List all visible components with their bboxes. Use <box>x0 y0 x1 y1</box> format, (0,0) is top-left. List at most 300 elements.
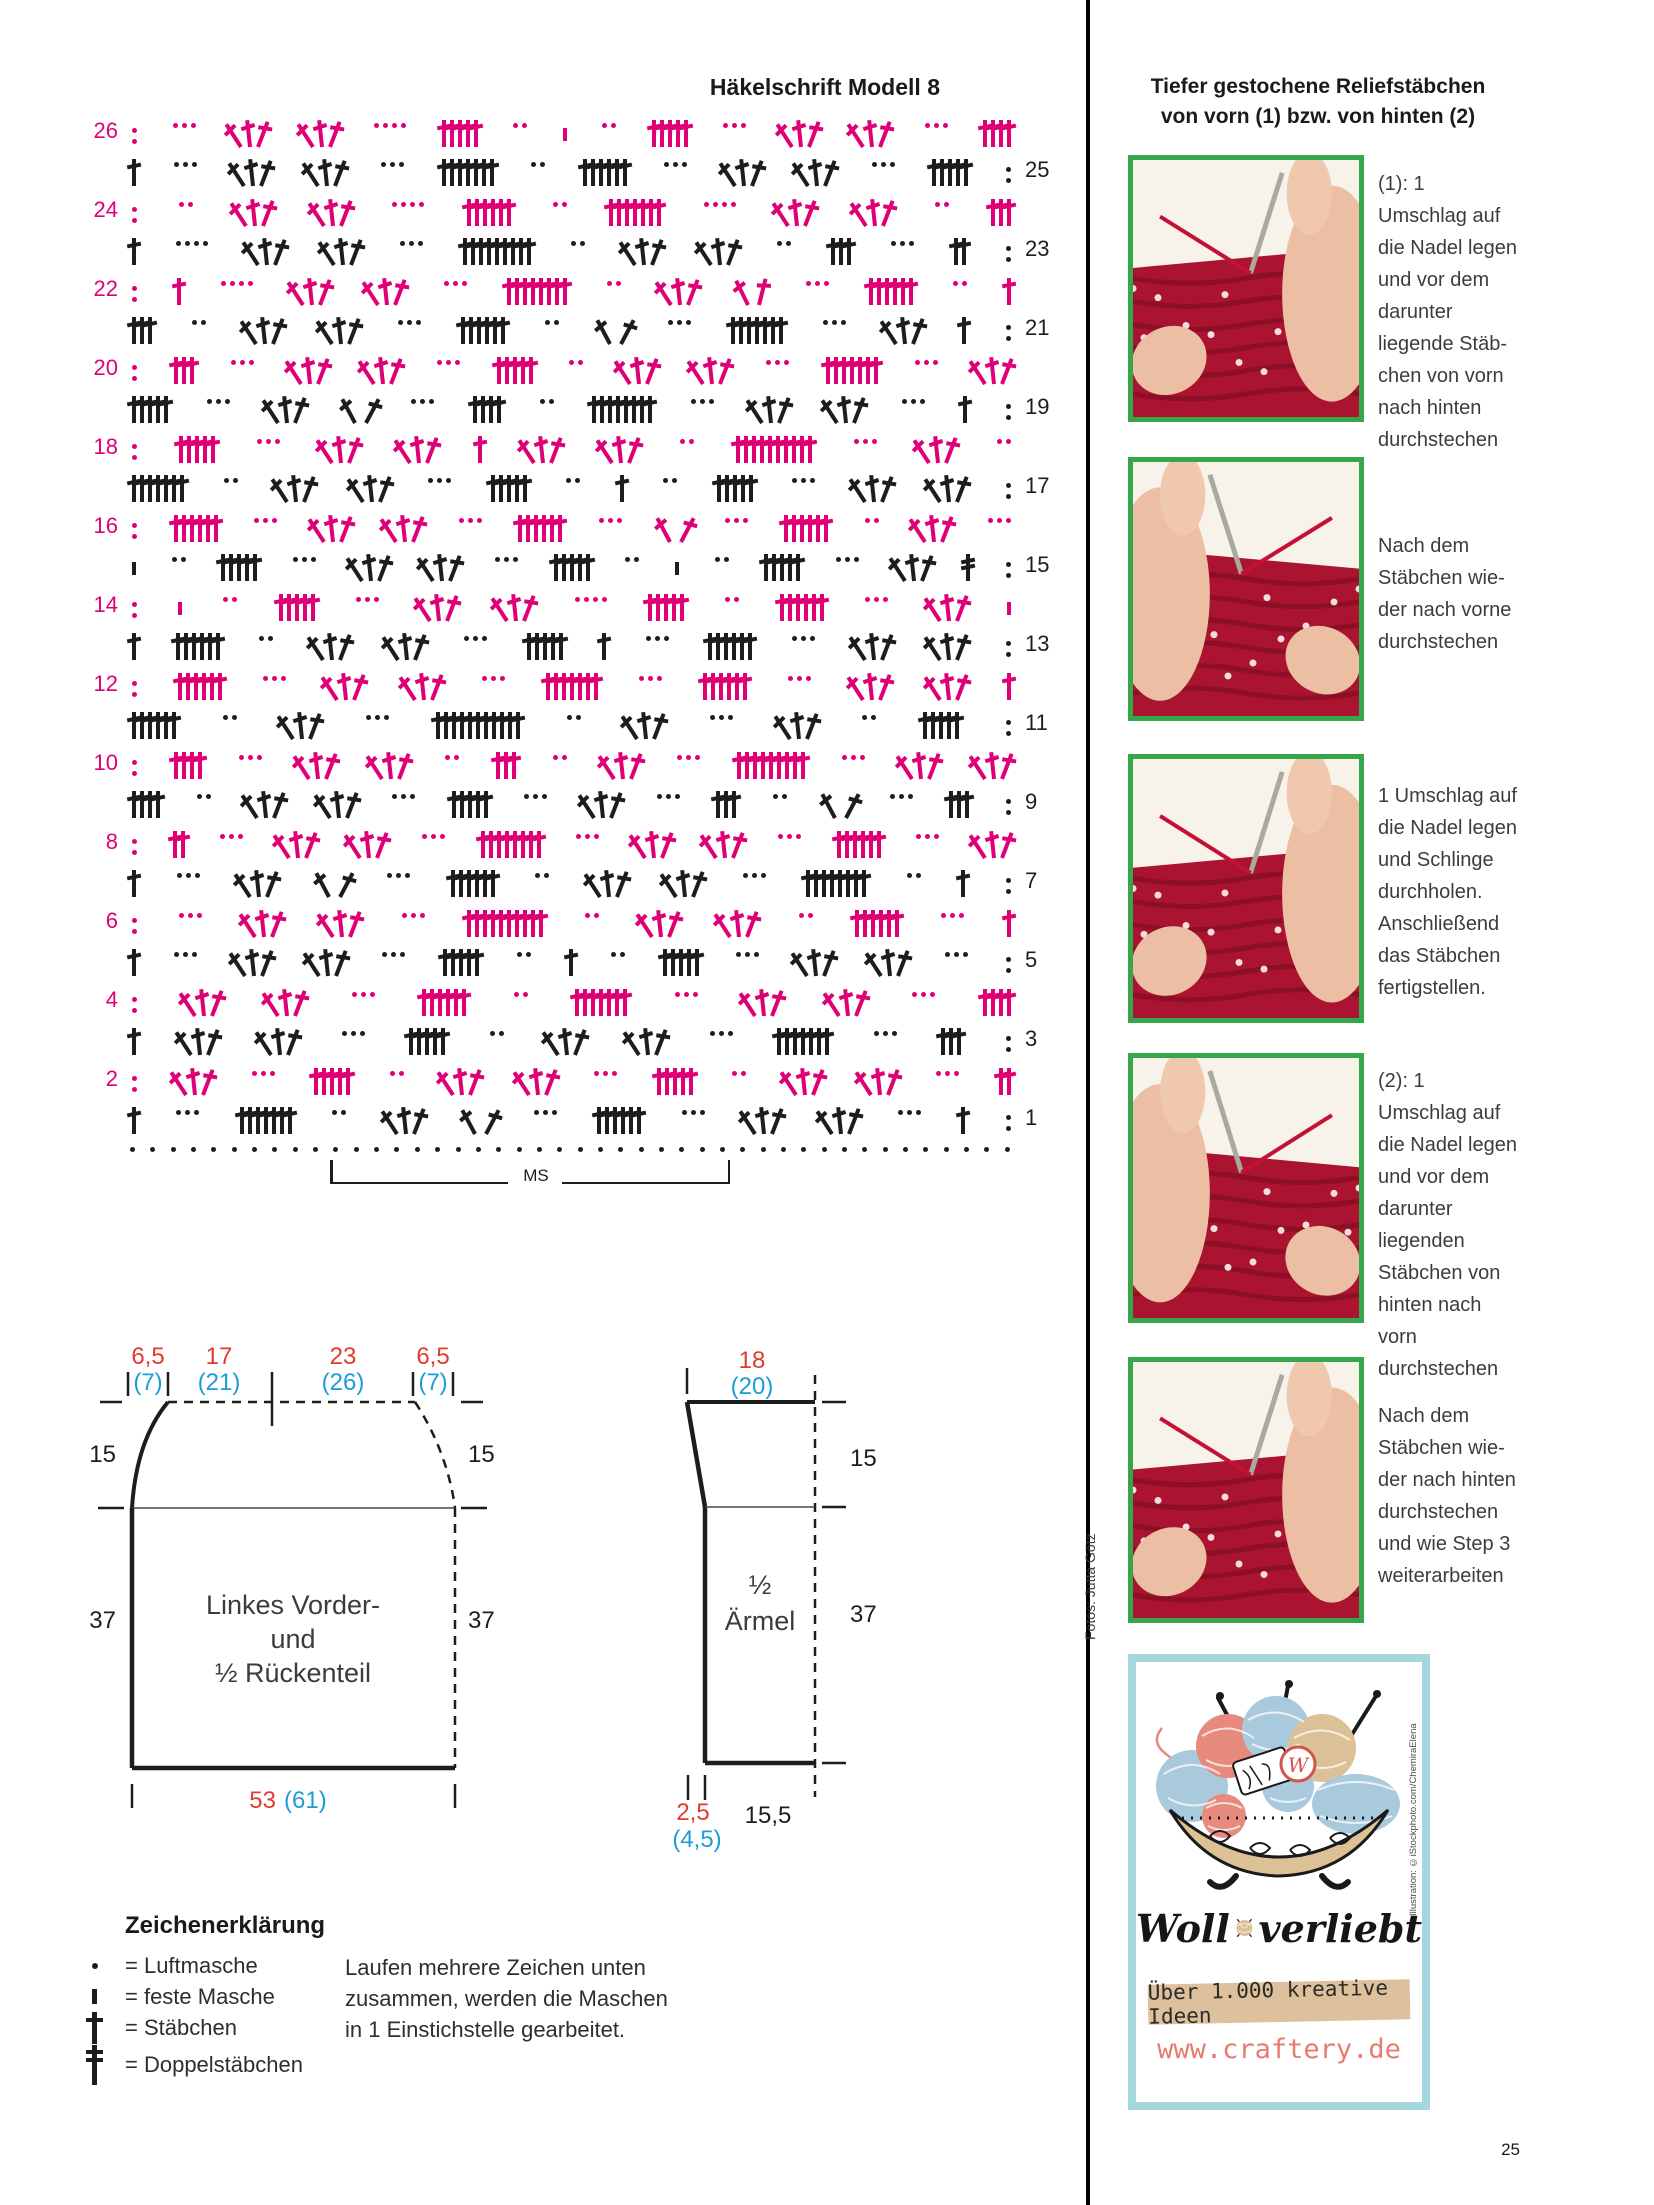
staebchen-symbol <box>725 475 729 502</box>
stitch-group <box>806 281 829 305</box>
staebchen-symbol <box>291 475 298 502</box>
staebchen-symbol <box>792 436 796 463</box>
svg-text:37: 37 <box>468 1607 495 1634</box>
chain-dot <box>132 444 137 449</box>
staebchen-symbol <box>1000 358 1013 385</box>
turning-chain <box>132 365 137 381</box>
chain-dot <box>454 755 459 760</box>
craftery-ad[interactable] <box>1128 1654 1430 2110</box>
chain-dot <box>132 297 137 302</box>
staebchen-symbol <box>403 633 410 660</box>
row-number-left <box>88 815 128 821</box>
chain-dot <box>257 755 262 760</box>
stitch-group <box>961 870 965 897</box>
staebchen-symbol <box>339 516 352 543</box>
staebchen-symbol <box>132 475 136 502</box>
chart-row <box>88 584 1055 624</box>
fan-cluster <box>327 669 363 700</box>
staebchen-symbol <box>182 357 186 384</box>
chain-dot <box>575 597 580 602</box>
staebchen-symbol <box>743 673 747 700</box>
ms-repeat-bracket <box>330 1160 730 1186</box>
staebchen-symbol <box>724 791 728 818</box>
staebchen-symbol <box>575 989 579 1016</box>
staebchen-symbol <box>174 515 178 542</box>
stitch-group <box>890 794 913 818</box>
chain-dot <box>435 1147 440 1152</box>
chain-dot <box>796 834 801 839</box>
stitch-group <box>332 1110 346 1134</box>
chain-dot <box>211 1147 216 1152</box>
chart-row <box>88 821 1055 861</box>
staebchen-symbol <box>419 672 426 699</box>
row-number-left: 16 <box>93 512 118 538</box>
feste-masche-symbol <box>178 602 182 615</box>
staebchen-symbol <box>715 238 722 265</box>
chain-dot <box>903 1147 908 1152</box>
chain-dot <box>943 123 948 128</box>
chain-dot <box>871 715 876 720</box>
bracket-tick <box>330 1160 333 1184</box>
fan-cluster <box>602 432 638 463</box>
staebchen-symbol <box>739 159 746 186</box>
staebchen-symbol <box>336 317 343 344</box>
staebchen-symbol <box>521 357 525 384</box>
fan-cluster <box>745 985 781 1016</box>
chain-dot <box>490 1031 495 1036</box>
staebchen-symbol <box>961 870 965 897</box>
staebchen-symbol <box>793 752 797 779</box>
staebchen-symbol <box>497 396 501 423</box>
staebchen-symbol <box>909 278 913 305</box>
chain-dot <box>766 360 771 365</box>
chain-dot <box>132 681 137 686</box>
stitch-group <box>178 673 222 700</box>
staebchen-symbol <box>492 712 496 739</box>
staebchen-symbol <box>911 318 924 345</box>
chain-dot <box>132 1008 137 1013</box>
chain-dot <box>420 913 425 918</box>
turning-chain <box>1006 404 1011 420</box>
chain-dot <box>542 794 547 799</box>
fan-cluster <box>320 787 356 818</box>
chain-dot <box>410 794 415 799</box>
chain-dot <box>945 952 950 957</box>
chain-dot <box>734 597 739 602</box>
stitch-group <box>174 515 218 542</box>
staebchen-symbol <box>947 712 951 739</box>
staebchen-symbol <box>866 357 870 384</box>
chain-dot <box>495 557 500 562</box>
staebchen-symbol <box>808 515 812 542</box>
chain-dot <box>673 162 678 167</box>
chain-dot <box>233 478 238 483</box>
chain-dot <box>399 1071 404 1076</box>
stitch-group <box>437 360 460 384</box>
chain-dot <box>1006 246 1011 251</box>
staebchen-symbol <box>409 1028 413 1055</box>
staebchen-symbol <box>140 475 144 502</box>
stitch-group <box>352 992 375 1016</box>
fan-cluster <box>584 787 620 818</box>
chain-dot <box>657 794 662 799</box>
chain-dot <box>984 1147 989 1152</box>
staebchen-symbol <box>272 792 285 819</box>
staebchen-symbol <box>298 712 305 739</box>
staebchen-symbol <box>965 791 969 818</box>
staebchen-symbol <box>450 120 454 147</box>
stitch-group <box>223 597 237 621</box>
chain-dot <box>524 794 529 799</box>
chain-dot <box>745 952 750 957</box>
staebchen-symbol <box>443 949 447 976</box>
staebchen-symbol <box>526 515 530 542</box>
chain-dot <box>543 1110 548 1115</box>
chain-dot <box>575 478 580 483</box>
staebchen-symbol <box>671 949 675 976</box>
chart-row <box>88 1098 1055 1138</box>
staebchen-symbol <box>527 633 531 660</box>
fan-cluster <box>309 945 345 976</box>
fan-cluster <box>352 550 388 581</box>
staebchen-symbol <box>493 317 497 344</box>
fan-cluster <box>930 669 966 700</box>
staebchen-symbol <box>286 1029 299 1056</box>
chain-dot <box>557 1147 562 1152</box>
staebchen-symbol <box>282 396 289 423</box>
staebchen-symbol <box>964 159 968 186</box>
turning-chain <box>1006 1036 1011 1052</box>
chain-dot <box>431 834 436 839</box>
staebchen-symbol <box>759 988 766 1015</box>
stitch-group <box>254 518 277 542</box>
chain-dot <box>1006 415 1011 420</box>
staebchen-symbol <box>989 356 996 383</box>
staebchen-symbol <box>411 516 424 543</box>
chain-dot <box>959 913 964 918</box>
staebchen-symbol <box>448 555 461 582</box>
stitch-group <box>192 320 206 344</box>
row-number-right: 1 <box>1025 1105 1038 1130</box>
stitch-group <box>865 518 879 542</box>
legend <box>92 1912 672 2087</box>
chain-dot <box>594 834 599 839</box>
staebchen-symbol <box>826 357 830 384</box>
staebchen-symbol <box>140 396 144 423</box>
fan-cluster <box>245 906 281 937</box>
stitch-group <box>481 831 541 858</box>
chain-dot <box>181 557 186 562</box>
row-number-left <box>88 183 128 189</box>
chain-dot <box>608 518 613 523</box>
chain-dot <box>232 597 237 602</box>
staebchen-symbol <box>327 633 334 660</box>
chain-dot <box>183 162 188 167</box>
staebchen-symbol <box>442 159 446 186</box>
staebchen-symbol <box>414 634 427 661</box>
chain-dot <box>411 913 416 918</box>
staebchen-symbol <box>777 1028 781 1055</box>
chart-row-symbols <box>128 1064 1015 1098</box>
staebchen-symbol <box>314 872 330 898</box>
staebchen-symbol <box>676 120 680 147</box>
stitch-group <box>174 357 194 384</box>
chain-dot <box>132 207 137 212</box>
staebchen-symbol <box>515 475 519 502</box>
staebchen-symbol <box>218 673 222 700</box>
chart-row-symbols <box>128 155 1015 189</box>
chain-dot <box>1006 889 1011 894</box>
chain-dot <box>194 241 199 246</box>
ad-url[interactable]: www.craftery.de <box>1157 2034 1401 2065</box>
chain-dot <box>598 1147 603 1152</box>
staebchen-symbol <box>721 830 728 857</box>
chain-dot <box>773 794 778 799</box>
staebchen-symbol <box>180 475 184 502</box>
staebchen-symbol <box>489 831 493 858</box>
stitch-group <box>173 123 196 147</box>
svg-text:(21): (21) <box>197 1369 241 1396</box>
chain-dot <box>566 478 571 483</box>
staebchen-symbol <box>132 159 136 186</box>
staebchen-symbol <box>869 278 873 305</box>
fan-cluster <box>293 274 329 305</box>
chart-row <box>88 663 1055 703</box>
staebchen-symbol <box>181 831 185 858</box>
stitch-group <box>891 241 914 265</box>
stitch-group <box>836 557 859 581</box>
fan-cluster <box>353 471 389 502</box>
stitch-group <box>132 159 136 186</box>
chain-dot <box>387 873 392 878</box>
staebchen-symbol <box>467 870 471 897</box>
staebchen-symbol <box>609 199 613 226</box>
stitch-group <box>428 478 451 502</box>
staebchen-symbol <box>210 990 223 1017</box>
staebchen-cross-icon <box>92 2012 97 2044</box>
chart-row-symbols <box>128 116 1015 150</box>
fan-cluster <box>372 748 408 779</box>
technique-title-line2: von vorn (1) bzw. von hinten (2) <box>1160 105 1476 128</box>
chain-dot <box>695 755 700 760</box>
fan-cluster <box>299 748 335 779</box>
chain-dot <box>1006 336 1011 341</box>
chain-dot <box>220 834 225 839</box>
staebchen-symbol <box>430 674 443 701</box>
stitch-group <box>132 949 136 976</box>
staebchen-symbol <box>807 121 820 148</box>
stitch-group <box>464 636 487 660</box>
stitch-group <box>953 281 967 305</box>
fan-cluster <box>620 353 656 384</box>
chart-row <box>88 1019 1055 1059</box>
chart-row-symbols <box>128 827 1015 861</box>
staebchen-symbol <box>716 791 720 818</box>
staebchen-symbol <box>801 752 805 779</box>
staebchen-symbol <box>772 554 776 581</box>
staebchen-symbol <box>164 396 168 423</box>
staebchen-symbol <box>271 318 284 345</box>
chain-dot <box>659 1147 664 1152</box>
chain-dot <box>1006 641 1011 646</box>
stitch-group <box>513 123 527 147</box>
chart-row-symbols <box>128 748 1015 782</box>
stitch-group <box>178 602 182 621</box>
staebchen-symbol <box>378 356 385 383</box>
staebchen-symbol <box>792 198 799 225</box>
chain-dot <box>860 755 865 760</box>
staebchen-symbol <box>862 870 866 897</box>
chain-dot <box>736 952 741 957</box>
fan-cluster <box>261 1024 297 1055</box>
stitch-group <box>710 1031 733 1055</box>
stitch-group <box>172 557 186 581</box>
staebchen-symbol <box>869 633 876 660</box>
chart-row <box>88 703 1055 743</box>
staebchen-symbol <box>617 199 621 226</box>
chain-dot <box>908 794 913 799</box>
chain-dot <box>476 1147 481 1152</box>
chain-dot <box>1006 968 1011 973</box>
stitch-group <box>999 1068 1011 1095</box>
chain-dot <box>375 715 380 720</box>
chain-dot <box>907 1110 912 1115</box>
staebchen-symbol <box>784 436 788 463</box>
staebchen-symbol <box>983 989 987 1016</box>
stitch-group <box>496 752 516 779</box>
fan-cluster <box>658 511 688 542</box>
row-number-left: 18 <box>93 433 118 459</box>
stitch-group <box>725 597 739 621</box>
fan-cluster <box>861 1064 897 1095</box>
stitch-group <box>224 478 238 502</box>
staebchen-symbol <box>708 633 712 660</box>
fan-cluster <box>314 511 350 542</box>
staebchen-symbol <box>767 396 774 423</box>
chain-dot <box>354 1147 359 1152</box>
staebchen-symbol <box>727 673 731 700</box>
stitch-group <box>872 162 895 186</box>
chart-row-symbols <box>128 669 1015 703</box>
staebchen-symbol <box>467 910 471 937</box>
chain-dot <box>266 439 271 444</box>
chain-dot <box>248 281 253 286</box>
chain-dot <box>176 1110 181 1115</box>
staebchen-symbol <box>620 475 624 502</box>
chain-dot <box>382 952 387 957</box>
chain-dot <box>171 1147 176 1152</box>
fan-cluster <box>930 590 966 621</box>
chain-dot <box>686 320 691 325</box>
staebchen-symbol <box>726 239 739 266</box>
staebchen-symbol <box>491 475 495 502</box>
stitch-group <box>1007 278 1011 305</box>
stitch-group <box>652 120 688 147</box>
turning-chain <box>1006 641 1011 657</box>
chain-dot <box>578 1147 583 1152</box>
chain-dot <box>186 873 191 878</box>
staebchen-symbol <box>378 476 391 503</box>
stitch-group <box>648 594 684 621</box>
chain-dot <box>444 281 449 286</box>
chain-dot <box>513 557 518 562</box>
staebchen-symbol <box>991 120 995 147</box>
turning-chain <box>1006 1115 1011 1131</box>
chain-dot <box>941 913 946 918</box>
chart-row <box>88 268 1055 308</box>
stitch-group <box>597 1107 641 1134</box>
staebchen-symbol <box>878 674 891 701</box>
chain-dot <box>1006 1126 1011 1131</box>
staebchen-symbol <box>717 475 721 502</box>
staebchen-symbol <box>450 159 454 186</box>
staebchen-symbol <box>206 1029 219 1056</box>
chain-dot <box>462 281 467 286</box>
staebchen-symbol <box>345 792 358 819</box>
staebchen-symbol <box>888 557 906 582</box>
staebchen-symbol <box>287 594 291 621</box>
chain-dot <box>675 794 680 799</box>
staebchen-symbol <box>578 554 582 581</box>
staebchen-symbol <box>689 1068 693 1095</box>
chart-row <box>88 505 1055 545</box>
staebchen-symbol <box>210 673 214 700</box>
schematic-sleeve <box>650 1338 920 1868</box>
stitch-group <box>732 1071 746 1095</box>
staebchen-symbol <box>490 159 494 186</box>
staebchen-symbol <box>687 949 691 976</box>
chain-dot <box>540 162 545 167</box>
chain-dot <box>500 676 505 681</box>
staebchen-symbol <box>637 1107 641 1134</box>
stitch-group <box>174 752 202 779</box>
chain-dot <box>374 123 379 128</box>
stitch-group <box>575 989 627 1016</box>
chain-dot <box>792 636 797 641</box>
staebchen-symbol <box>583 159 587 186</box>
staebchen-symbol <box>695 949 699 976</box>
staebchen-symbol <box>869 475 876 502</box>
chain-dot <box>207 399 212 404</box>
staebchen-symbol <box>182 515 186 542</box>
chain-dot <box>132 613 137 618</box>
staebchen-symbol <box>309 713 322 740</box>
chain-dot <box>682 1110 687 1115</box>
chain-dot <box>930 992 935 997</box>
stitch-group <box>366 715 389 739</box>
stitch-group <box>478 436 482 463</box>
staebchen-symbol <box>148 317 152 344</box>
staebchen-symbol <box>489 396 493 423</box>
staebchen-symbol <box>330 1068 334 1095</box>
chart-row-symbols <box>128 511 1015 545</box>
staebchen-symbol <box>562 673 566 700</box>
staebchen-symbol <box>195 1028 202 1055</box>
chain-dot <box>132 760 137 765</box>
chart-row <box>88 979 1055 1019</box>
staebchen-symbol <box>365 830 372 857</box>
staebchen-symbol <box>681 1068 685 1095</box>
chain-dot <box>1006 1115 1011 1120</box>
staebchen-symbol <box>803 200 816 227</box>
staebchen-symbol <box>703 673 707 700</box>
chain-dot <box>374 1147 379 1152</box>
staebchen-symbol <box>732 791 736 818</box>
staebchen-symbol <box>597 1107 601 1134</box>
staebchen-symbol <box>800 1067 807 1094</box>
chain-dot <box>1006 731 1011 736</box>
chain-dot <box>892 1031 897 1036</box>
